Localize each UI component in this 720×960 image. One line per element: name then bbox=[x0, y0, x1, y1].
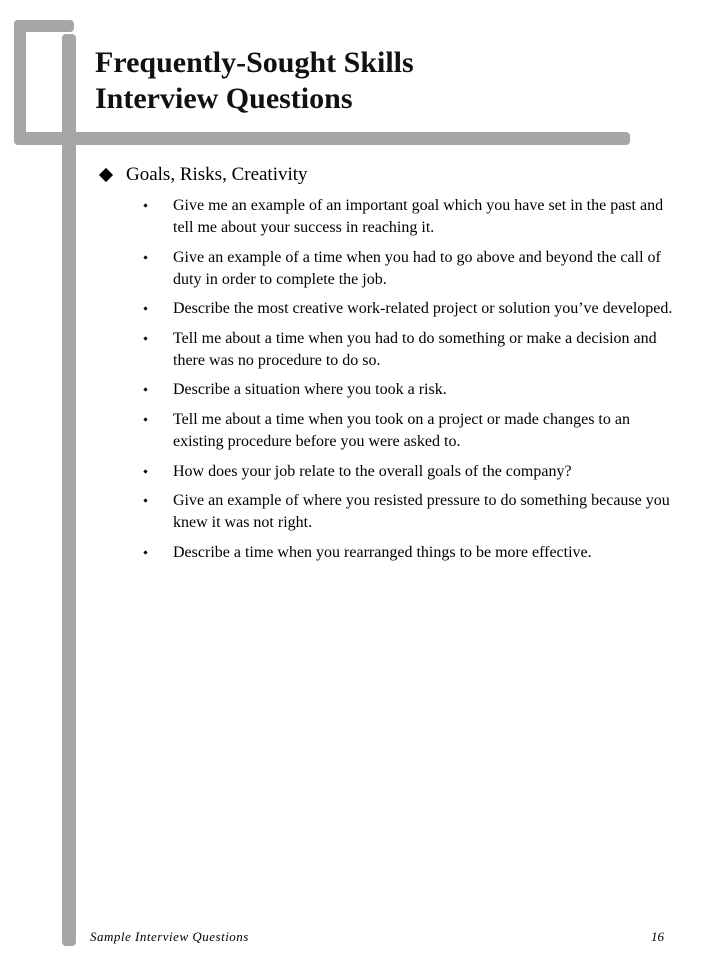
list-item bbox=[96, 195, 676, 239]
page-title bbox=[95, 45, 414, 117]
question-text: Give an example of a time when you had to go above and beyond the call of duty in order to complete the job. bbox=[173, 248, 661, 288]
question-list bbox=[96, 195, 676, 564]
section-heading-label: Goals, Risks, Creativity bbox=[126, 164, 308, 185]
list-item bbox=[96, 328, 676, 372]
question-text: Describe the most creative work-related project or solution you’ve developed. bbox=[173, 300, 673, 318]
list-item bbox=[96, 409, 676, 453]
small-diamond-icon bbox=[143, 417, 147, 421]
small-diamond-icon bbox=[143, 307, 147, 311]
question-text: Tell me about a time when you had to do something or make a decision and there was no procedure to do so. bbox=[173, 329, 657, 369]
page-title-line-1: Frequently-Sought Skills bbox=[95, 46, 414, 79]
small-diamond-icon bbox=[143, 203, 147, 207]
slide-content bbox=[96, 163, 676, 571]
small-diamond-icon bbox=[143, 499, 147, 503]
list-item bbox=[96, 461, 676, 483]
frame-inner-left-bar bbox=[62, 34, 76, 946]
list-item bbox=[96, 247, 676, 291]
small-diamond-icon bbox=[143, 336, 147, 340]
question-text: How does your job relate to the overall goals of the company? bbox=[173, 462, 572, 480]
small-diamond-icon bbox=[143, 469, 147, 473]
small-diamond-icon bbox=[143, 550, 147, 554]
frame-outer-top-bar bbox=[14, 20, 74, 32]
footer-doc-title: Sample Interview Questions bbox=[90, 929, 249, 944]
list-item bbox=[96, 298, 676, 320]
question-text: Give me an example of an important goal which you have set in the past and tell me about your success in reaching it. bbox=[173, 197, 664, 236]
small-diamond-icon bbox=[143, 388, 147, 392]
question-text: Tell me about a time when you took on a project or made changes to an existing procedure before you were asked to. bbox=[173, 410, 630, 450]
list-item bbox=[96, 379, 676, 401]
list-item bbox=[96, 490, 676, 534]
page-number: 16 bbox=[651, 929, 664, 944]
small-diamond-icon bbox=[143, 255, 147, 259]
question-text: Describe a situation where you took a risk. bbox=[173, 381, 447, 399]
page-title-line-2: Interview Questions bbox=[95, 82, 353, 115]
question-text: Give an example of where you resisted pressure to do something because you knew it was not right. bbox=[173, 492, 670, 532]
question-text: Describe a time when you rearranged things to be more effective. bbox=[173, 543, 592, 561]
title-underline-bar bbox=[14, 132, 630, 145]
list-item bbox=[96, 542, 676, 564]
frame-outer-left-bar bbox=[14, 20, 26, 142]
section-heading bbox=[96, 163, 676, 187]
diamond-icon bbox=[99, 168, 113, 182]
